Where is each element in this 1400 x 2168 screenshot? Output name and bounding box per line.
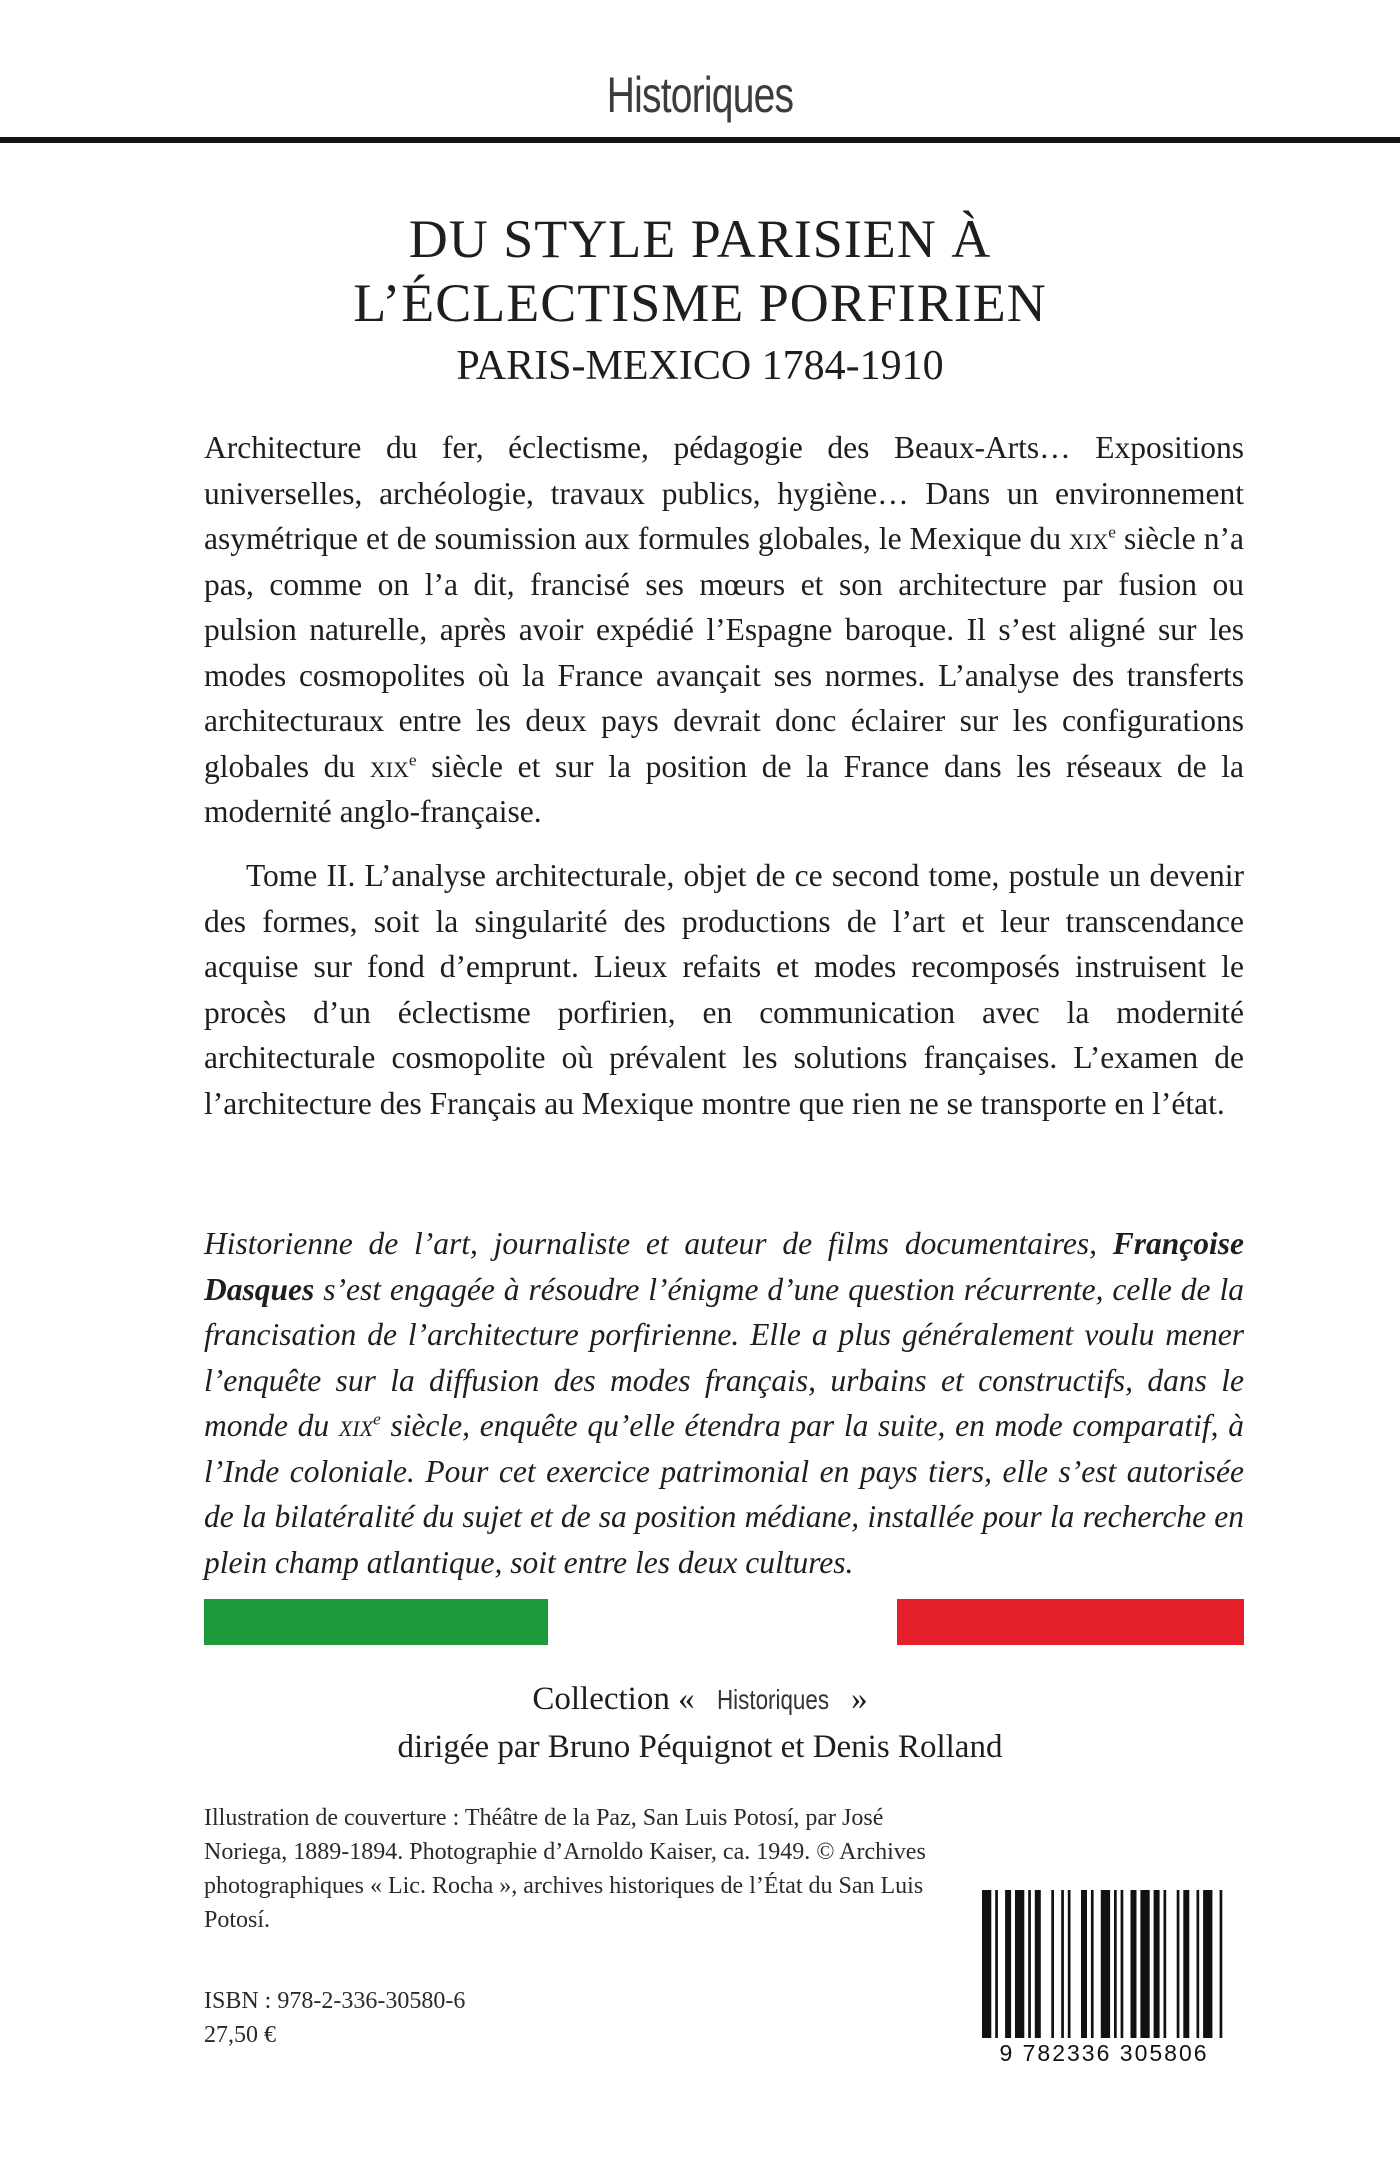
century-superscript: e — [1108, 522, 1116, 542]
barcode-bar — [1081, 1890, 1087, 2038]
barcode-bar — [982, 1890, 991, 2038]
book-subtitle: PARIS-MEXICO 1784-1910 — [456, 343, 944, 389]
barcode-bar — [1220, 1890, 1223, 2038]
price: 27,50 € — [204, 2022, 276, 2048]
barcode-bar — [1121, 1890, 1124, 2038]
collection-line — [0, 1681, 1400, 1718]
century-numeral: xix — [338, 1408, 374, 1443]
barcode-bar — [1028, 1890, 1031, 2038]
collection-brand: Historiques — [716, 1684, 829, 1715]
bio-text-c: siècle, enquête qu’elle étendra par la suite, en mode comparatif, à l’Inde coloniale. Pour cet exercice patrimonial en pays tiers, elle s’est autorisée de la bilatéralité du sujet et de sa position médiane, installée pour la recherche en plein champ atlantique, soit entre les deux cultures. — [204, 1408, 1244, 1580]
barcode-bar — [1051, 1890, 1054, 2038]
cover-credits: Illustration de couverture : Théâtre de la Paz, San Luis Potosí, par José Noriega, 1889-1894. Photographie d’Arnoldo Kaiser, ca. 1949. © Archives photographiques « Lic. Rocha », archives historiques de l’État du San Luis Potosí. — [204, 1805, 926, 1933]
century-numeral: xix — [1069, 521, 1109, 556]
synopsis-paragraph-2: Tome II. L’analyse architecturale, objet de ce second tome, postule un devenir des formes, soit la singularité des productions de l’art et leur transcendance acquise sur fond d’emprunt. Lieux refaits et modes recomposés instruisent le procès d’un éclectisme porfirien, en communication avec la modernité architecturale cosmopolite où prévalent les solutions françaises. L’examen de l’architecture des Français au Mexique montre que rien ne se transporte en l’état. — [204, 858, 1244, 1121]
barcode-bar — [1114, 1890, 1117, 2038]
barcode-bar — [1035, 1890, 1041, 2038]
barcode-bar — [995, 1890, 998, 2038]
barcode-bar — [1203, 1890, 1212, 2038]
header-rule — [0, 137, 1400, 143]
barcode-bar — [1131, 1890, 1137, 2038]
barcode-bar — [1154, 1890, 1160, 2038]
century-superscript: e — [408, 750, 417, 769]
synopsis-text-c: siècle et sur la position de la France dans les réseaux de la modernité anglo-française. — [204, 748, 1244, 829]
synopsis-text-a: Architecture du fer, éclectisme, pédagogie des Beaux-Arts… Expositions universelles, archéologie, travaux publics, hygiène… Dans un environnement asymétrique et de soumission aux formules globales, le Mexique du — [204, 430, 1244, 556]
bio-text-b: s’est engagée à résoudre l’énigme d’une question récurrente, celle de la francisation de l’architecture porfirienne. Elle a plus généralement voulu mener l’enquête sur la diffusion des modes français, urbains et constructifs, dans le monde du — [204, 1271, 1244, 1443]
series-logo: Historiques — [606, 67, 794, 123]
collection-suffix: » — [842, 1681, 868, 1717]
collection-directors: dirigée par Bruno Péquignot et Denis Rolland — [397, 1729, 1003, 1765]
barcode-bar — [1177, 1890, 1180, 2038]
book-title-line-1: DU STYLE PARISIEN À — [408, 209, 992, 269]
barcode-bar — [1068, 1890, 1071, 2038]
book-title-line-2: L’ÉCLECTISME PORFIRIEN — [353, 273, 1047, 333]
barcode-digits: 9 782336 305806 — [999, 2040, 1209, 2066]
barcode-bar — [1061, 1890, 1064, 2038]
green-band — [204, 1599, 548, 1645]
red-band — [897, 1599, 1244, 1645]
barcode-bar — [1183, 1890, 1189, 2038]
barcode-bar — [1091, 1890, 1094, 2038]
century-superscript: e — [373, 1409, 381, 1429]
barcode-bar — [1005, 1890, 1011, 2038]
bio-text-a: Historienne de l’art, journaliste et auteur de films documentaires, — [204, 1226, 1113, 1261]
barcode-bar — [1015, 1890, 1024, 2038]
author-name: Françoise Dasques — [204, 1226, 1244, 1307]
barcode-bar — [1164, 1890, 1167, 2038]
barcode-bar — [1101, 1890, 1110, 2038]
barcode-bars — [972, 1886, 1236, 2046]
synopsis-text-b: siècle n’a pas, comme on l’a dit, francisé ses mœurs et son architecture par fusion ou pulsion naturelle, après avoir expédié l’Espagne baroque. Il s’est aligné sur les modes cosmopolites où la France avançait ses normes. L’analyse des transferts architecturaux entre les deux pays devrait donc éclairer sur les configurations globales du — [204, 521, 1244, 784]
barcode — [972, 1886, 1236, 2076]
barcode-bar — [1140, 1890, 1149, 2038]
author-bio — [204, 1221, 1244, 1585]
synopsis-paragraph-1 — [204, 425, 1244, 835]
barcode-bar — [1197, 1890, 1200, 2038]
collection-prefix: Collection « — [532, 1681, 703, 1717]
century-numeral: xix — [369, 748, 409, 784]
isbn: ISBN : 978-2-336-30580-6 — [204, 1988, 466, 2014]
